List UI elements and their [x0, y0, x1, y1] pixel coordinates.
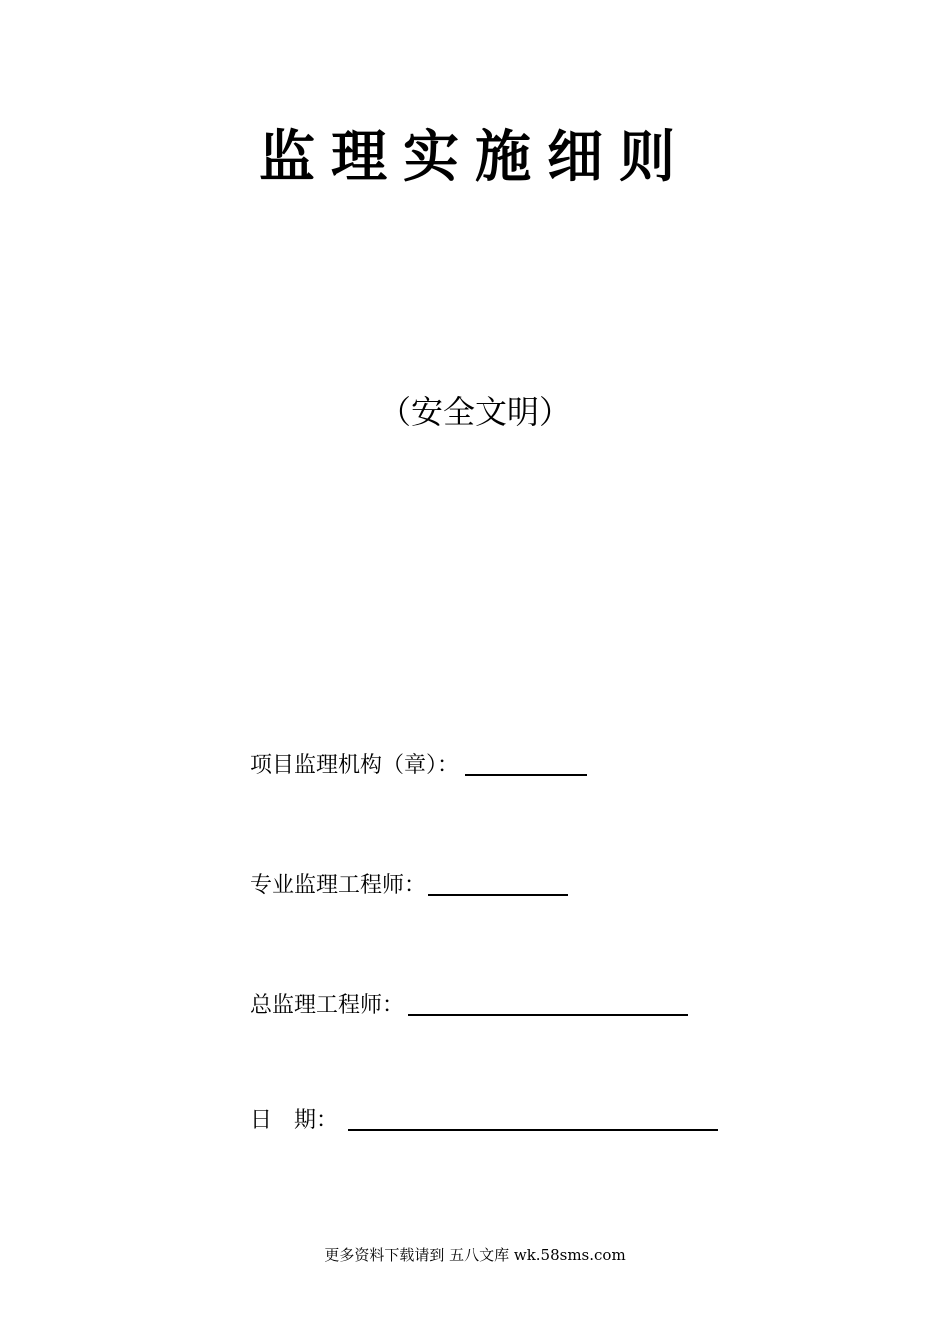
- signature-line: [408, 992, 688, 1016]
- signature-line: [428, 872, 568, 896]
- page-footer: 更多资料下载请到 五八文库 wk.58sms.com: [324, 1246, 626, 1264]
- document-title: 监理实施细则: [259, 125, 691, 190]
- field-label: 专业监理工程师：: [250, 873, 427, 898]
- field-label: 项目监理机构（章）：: [250, 753, 460, 778]
- signature-line: [465, 752, 587, 776]
- field-label: 日 期：: [250, 1108, 339, 1133]
- field-specialist-engineer: [250, 870, 568, 902]
- field-chief-engineer: [250, 990, 688, 1022]
- field-date: [250, 1105, 718, 1137]
- signature-line: [348, 1107, 718, 1131]
- document-subtitle: （安全文明）: [378, 393, 571, 431]
- field-project-organization: [250, 750, 587, 782]
- field-label: 总监理工程师：: [250, 993, 405, 1018]
